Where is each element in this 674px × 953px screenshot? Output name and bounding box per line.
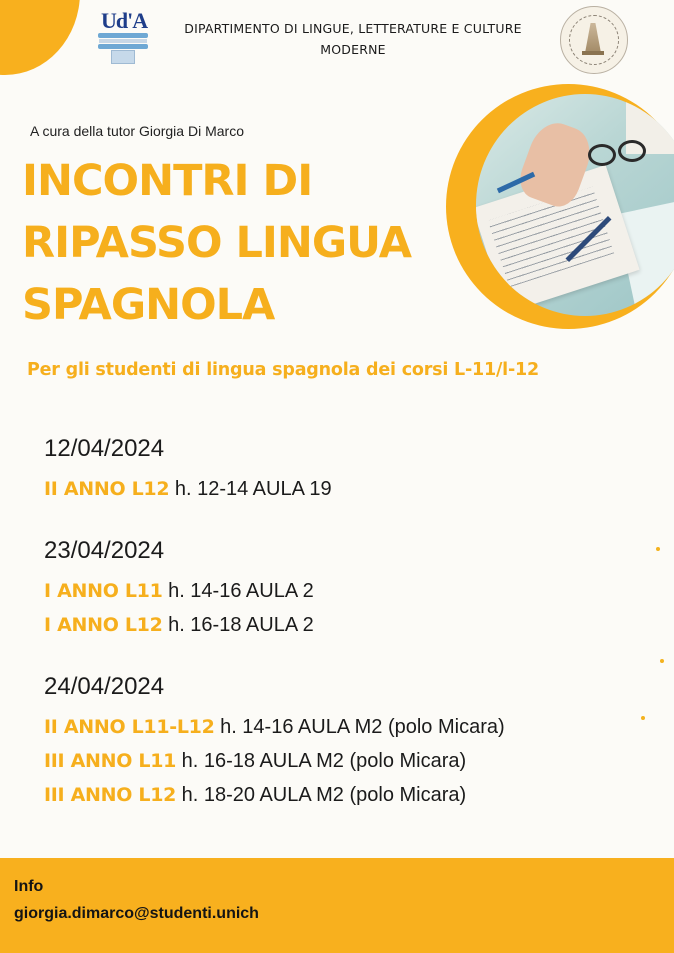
session-block	[44, 672, 505, 812]
university-logo	[98, 8, 150, 64]
session-details: h. 12-14 AULA 19	[169, 478, 332, 500]
subtitle: Per gli studenti di lingua spagnola dei corsi L-11/l-12	[27, 360, 540, 380]
session-details: h. 18-20 AULA M2 (polo Micara)	[176, 784, 467, 806]
course-label: II ANNO L11-L12	[44, 716, 215, 738]
decorative-dot	[660, 659, 664, 663]
session-date: 12/04/2024	[44, 435, 165, 462]
session-entry	[44, 472, 332, 506]
study-photo	[476, 94, 674, 316]
decorative-dot	[656, 547, 660, 551]
session-entry	[44, 744, 505, 778]
title-line: RIPASSO LINGUA	[22, 218, 412, 268]
session-date: 24/04/2024	[44, 673, 165, 700]
session-details: h. 16-18 AULA M2 (polo Micara)	[176, 750, 467, 772]
decorative-dot	[641, 716, 645, 720]
logo-wordmark: Ud'A	[101, 8, 148, 33]
course-label: III ANNO L11	[44, 750, 177, 772]
session-entry	[44, 778, 505, 812]
course-label: I ANNO L12	[44, 614, 163, 636]
session-block	[44, 434, 332, 506]
title-line: INCONTRI DI	[22, 156, 313, 206]
department-seal	[560, 6, 628, 74]
session-entry	[44, 574, 314, 608]
info-label: Info	[14, 878, 44, 895]
session-entry	[44, 710, 505, 744]
byline: A cura della tutor Giorgia Di Marco	[30, 123, 244, 139]
session-entry	[44, 608, 314, 642]
session-details: h. 14-16 AULA M2 (polo Micara)	[214, 716, 505, 738]
session-details: h. 14-16 AULA 2	[162, 580, 314, 602]
corner-decoration	[0, 0, 80, 75]
session-details: h. 16-18 AULA 2	[162, 614, 314, 636]
course-label: III ANNO L12	[44, 784, 177, 806]
session-date: 23/04/2024	[44, 537, 165, 564]
department-name: DIPARTIMENTO DI LINGUE, LETTERATURE E CULTURE MODERNE	[184, 21, 522, 57]
session-block	[44, 536, 314, 642]
course-label: II ANNO L12	[44, 478, 170, 500]
course-label: I ANNO L11	[44, 580, 163, 602]
title-line: SPAGNOLA	[22, 280, 275, 330]
footer-bar	[0, 858, 674, 953]
page-title	[22, 150, 411, 336]
contact-email[interactable]: giorgia.dimarco@studenti.unich	[14, 905, 259, 922]
